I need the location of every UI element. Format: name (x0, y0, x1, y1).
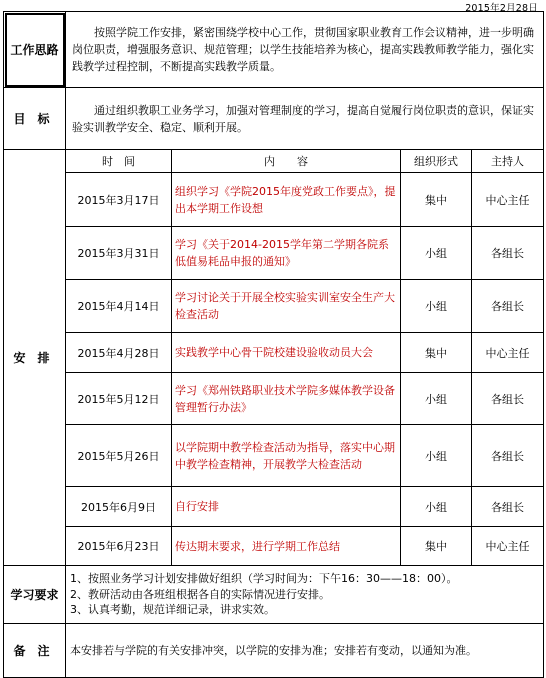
table-row (4, 173, 544, 227)
row-form: 小组 (401, 373, 472, 425)
remarks-text: 本安排若与学院的有关安排冲突，以学院的安排为准；安排若有变动，以通知为准。 (66, 624, 544, 678)
header-host: 主持人 (472, 150, 544, 173)
row-form: 集中 (401, 173, 472, 227)
row-form: 集中 (401, 333, 472, 373)
row-host: 各组长 (472, 487, 544, 527)
row-time: 2015年4月14日 (66, 280, 172, 333)
thinking-text: 按照学院工作安排，紧密围绕学校中心工作，贯彻国家职业教育工作会议精神，进一步明确岗位职责，增强服务意识、规范管理；以学生技能培养为核心，提高实践教师教学能力，强化实践教学过程控制，不断提高实践教学质量。 (66, 12, 544, 88)
goal-row (4, 88, 544, 150)
row-host: 中心主任 (472, 333, 544, 373)
row-content: 学习《郑州铁路职业技术学院多媒体教学设备管理暂行办法》 (172, 373, 401, 425)
row-host: 各组长 (472, 425, 544, 487)
header-form: 组织形式 (401, 150, 472, 173)
row-content: 组织学习《学院2015年度党政工作要点》，提出本学期工作设想 (172, 173, 401, 227)
row-content: 学习讨论关于开展全校实验实训室安全生产大检查活动 (172, 280, 401, 333)
requirement-item: 3、认真考勤，规范详细记录，讲求实效。 (70, 603, 275, 617)
row-form: 小组 (401, 280, 472, 333)
row-time: 2015年6月9日 (66, 487, 172, 527)
row-host: 中心主任 (472, 173, 544, 227)
row-content: 实践教学中心骨干院校建设验收动员大会 (172, 333, 401, 373)
requirement-item: 2、教研活动由各班组根据各自的实际情况进行安排。 (70, 587, 330, 601)
goal-text: 通过组织教职工业务学习，加强对管理制度的学习，提高自觉履行岗位职责的意识，保证实验实训教学安全、稳定、顺利开展。 (66, 88, 544, 150)
table-row (4, 333, 544, 373)
row-content: 学习《关于2014-2015学年第二学期各院系低值易耗品申报的通知》 (172, 227, 401, 280)
row-host: 各组长 (472, 280, 544, 333)
row-time: 2015年3月17日 (66, 173, 172, 227)
row-form: 小组 (401, 425, 472, 487)
row-host: 中心主任 (472, 527, 544, 566)
row-form: 小组 (401, 487, 472, 527)
remarks-row (4, 624, 544, 678)
requirements-text (66, 566, 544, 624)
row-content: 传达期末要求，进行学期工作总结 (172, 527, 401, 566)
table-row (4, 280, 544, 333)
requirements-label: 学习要求 (4, 566, 66, 624)
thinking-row (4, 12, 544, 88)
document-date: 2015年2月28日 (465, 3, 538, 14)
table-row (4, 487, 544, 527)
header-content: 内 容 (172, 150, 401, 173)
schedule-header-row (4, 150, 544, 173)
goal-label: 目标 (4, 88, 66, 150)
row-time: 2015年4月28日 (66, 333, 172, 373)
row-time: 2015年5月26日 (66, 425, 172, 487)
row-host: 各组长 (472, 373, 544, 425)
row-content: 自行安排 (172, 487, 401, 527)
row-time: 2015年3月31日 (66, 227, 172, 280)
row-form: 小组 (401, 227, 472, 280)
table-row (4, 425, 544, 487)
work-plan-table (3, 11, 544, 678)
requirement-item: 1、按照业务学习计划安排做好组织（学习时间为：下午16：30——18：00）。 (70, 572, 458, 586)
requirements-row (4, 566, 544, 624)
row-time: 2015年6月23日 (66, 527, 172, 566)
remarks-label: 备注 (4, 624, 66, 678)
row-form: 集中 (401, 527, 472, 566)
table-row (4, 227, 544, 280)
table-row (4, 527, 544, 566)
row-content: 以学院期中教学检查活动为指导，落实中心期中教学检查精神，开展教学大检查活动 (172, 425, 401, 487)
row-host: 各组长 (472, 227, 544, 280)
table-row (4, 373, 544, 425)
schedule-label: 安排 (4, 150, 66, 566)
thinking-label[interactable]: 工作思路 (4, 12, 66, 88)
row-time: 2015年5月12日 (66, 373, 172, 425)
header-time: 时 间 (66, 150, 172, 173)
